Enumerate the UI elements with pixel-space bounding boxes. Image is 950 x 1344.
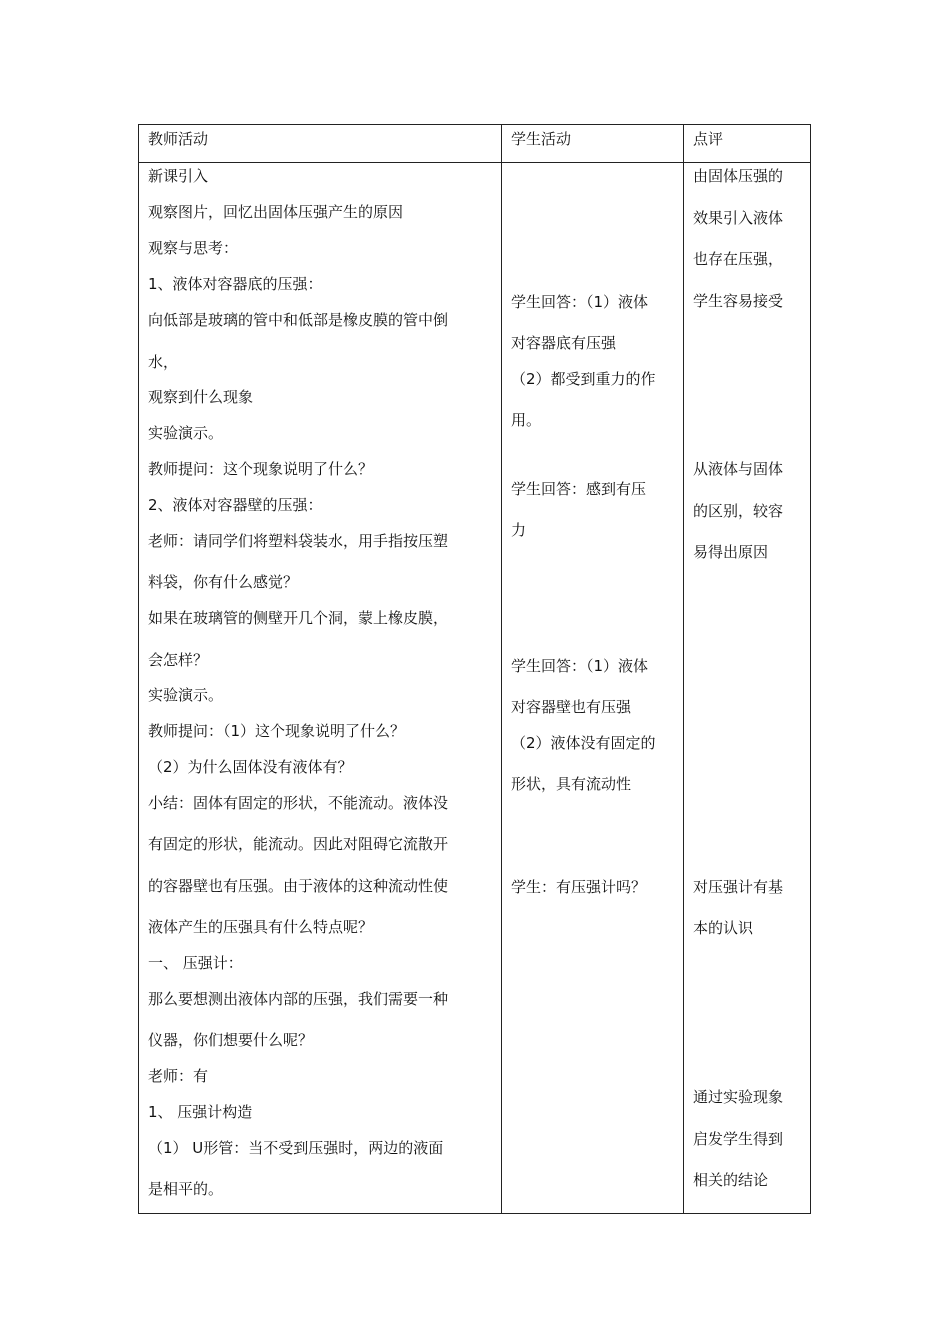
student-line: 学生回答：（1）液体 xyxy=(511,657,649,675)
teacher-line: 1、 压强计构造 xyxy=(148,1103,253,1121)
header-comment: 点评 xyxy=(693,130,724,148)
column-divider xyxy=(683,125,684,1213)
student-line: 学生：有压强计吗？ xyxy=(511,878,647,896)
comment-line: 的区别，较容 xyxy=(693,502,784,520)
lesson-table xyxy=(138,124,811,1214)
teacher-line: 教师提问：这个现象说明了什么？ xyxy=(148,460,374,478)
teacher-line: 如果在玻璃管的侧壁开几个洞，蒙上橡皮膜， xyxy=(148,609,449,627)
student-line: 对容器底有压强 xyxy=(511,334,617,352)
comment-line: 对压强计有基 xyxy=(693,878,784,896)
student-line: 学生回答：感到有压 xyxy=(511,480,647,498)
teacher-line: 会怎样？ xyxy=(148,651,209,669)
teacher-line: 液体产生的压强具有什么特点呢？ xyxy=(148,918,374,936)
header-student: 学生活动 xyxy=(511,130,572,148)
comment-line: 效果引入液体 xyxy=(693,209,784,227)
teacher-line: 实验演示。 xyxy=(148,424,224,442)
teacher-line: （2）为什么固体没有液体有？ xyxy=(148,758,353,776)
comment-line: 学生容易接受 xyxy=(693,292,784,310)
teacher-line: 实验演示。 xyxy=(148,686,224,704)
student-line: 学生回答：（1）液体 xyxy=(511,293,649,311)
teacher-line: 料袋，你有什么感觉？ xyxy=(148,573,299,591)
comment-line: 从液体与固体 xyxy=(693,460,784,478)
teacher-line: 教师提问：（1）这个现象说明了什么？ xyxy=(148,722,406,740)
teacher-line: 观察与思考： xyxy=(148,239,239,257)
column-divider xyxy=(501,125,502,1213)
teacher-line: 一、 压强计： xyxy=(148,954,243,972)
comment-line: 也存在压强， xyxy=(693,250,784,268)
comment-line: 本的认识 xyxy=(693,919,754,937)
teacher-line: 向低部是玻璃的管中和低部是橡皮膜的管中倒 xyxy=(148,311,449,329)
student-line: 力 xyxy=(511,521,527,539)
header-teacher: 教师活动 xyxy=(148,130,209,148)
teacher-line: 水， xyxy=(148,353,179,371)
teacher-line: 仪器，你们想要什么呢？ xyxy=(148,1031,314,1049)
teacher-line: （1） U形管：当不受到压强时，两边的液面 xyxy=(148,1139,444,1157)
comment-line: 易得出原因 xyxy=(693,543,769,561)
teacher-line: 小结：固体有固定的形状，不能流动。液体没 xyxy=(148,794,449,812)
comment-line: 相关的结论 xyxy=(693,1171,769,1189)
header-divider xyxy=(139,162,810,163)
comment-line: 由固体压强的 xyxy=(693,167,784,185)
student-line: 对容器壁也有压强 xyxy=(511,698,632,716)
student-line: （2）都受到重力的作 xyxy=(511,370,656,388)
comment-line: 通过实验现象 xyxy=(693,1088,784,1106)
teacher-line: 是相平的。 xyxy=(148,1180,224,1198)
teacher-line: 的容器壁也有压强。由于液体的这种流动性使 xyxy=(148,877,449,895)
teacher-line: 2、液体对容器壁的压强： xyxy=(148,496,323,514)
teacher-line: 1、液体对容器底的压强： xyxy=(148,275,323,293)
student-line: 形状，具有流动性 xyxy=(511,775,632,793)
teacher-line: 老师：请同学们将塑料袋装水，用手指按压塑 xyxy=(148,532,449,550)
student-line: 用。 xyxy=(511,411,542,429)
teacher-line: 新课引入 xyxy=(148,167,209,185)
teacher-line: 老师：有 xyxy=(148,1067,209,1085)
teacher-line: 那么要想测出液体内部的压强，我们需要一种 xyxy=(148,990,449,1008)
comment-line: 启发学生得到 xyxy=(693,1130,784,1148)
teacher-line: 有固定的形状，能流动。因此对阻碍它流散开 xyxy=(148,835,449,853)
teacher-line: 观察图片，回忆出固体压强产生的原因 xyxy=(148,203,404,221)
teacher-line: 观察到什么现象 xyxy=(148,388,254,406)
student-line: （2）液体没有固定的 xyxy=(511,734,656,752)
